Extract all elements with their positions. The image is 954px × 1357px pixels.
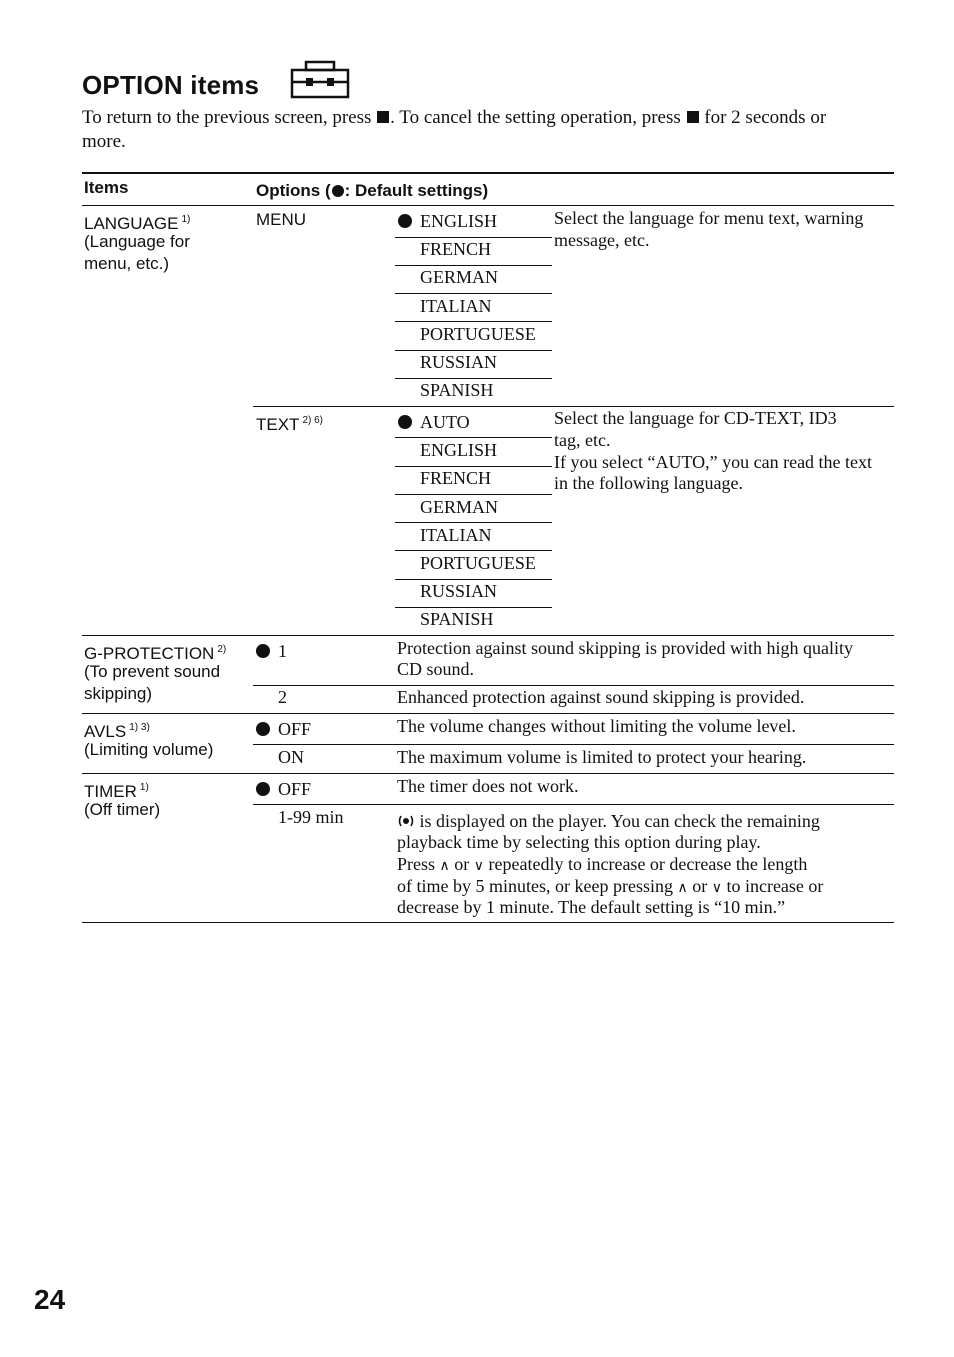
row-divider bbox=[395, 550, 552, 551]
text-desc-1: Select the language for CD-TEXT, ID3 bbox=[554, 408, 837, 428]
up-arrow-icon: ∧ bbox=[439, 858, 450, 874]
row-divider bbox=[253, 406, 894, 407]
item-avls: AVLS $^{1) 3)}$ bbox=[84, 722, 150, 741]
default-dot-icon bbox=[256, 782, 270, 796]
intro-part4: more. bbox=[82, 131, 126, 152]
menu-lang-russian: RUSSIAN bbox=[420, 352, 498, 372]
section-rule bbox=[82, 773, 894, 774]
text-lang-russian: RUSSIAN bbox=[420, 581, 498, 601]
row-divider bbox=[395, 522, 552, 523]
toolbox-icon bbox=[290, 60, 350, 100]
text-lang-french: FRENCH bbox=[420, 468, 492, 488]
item-language-desc-1: (Language for bbox=[84, 232, 190, 251]
menu-lang-english: ENGLISH bbox=[420, 211, 497, 231]
avls-option-off: OFF bbox=[278, 719, 312, 739]
row-divider bbox=[253, 685, 894, 686]
intro-part1: To return to the previous screen, press bbox=[82, 107, 372, 128]
default-dot-icon bbox=[398, 415, 412, 429]
text-lang-italian: ITALIAN bbox=[420, 525, 492, 545]
row-divider bbox=[395, 579, 552, 580]
item-timer: TIMER $^{1)}$ bbox=[84, 782, 149, 801]
item-language: LANGUAGE $^{1)}$ bbox=[84, 214, 191, 233]
text-desc-2: tag, etc. bbox=[554, 430, 611, 450]
row-divider bbox=[395, 466, 552, 467]
timer-min-desc-1: is displayed on the player. You can check the remaining bbox=[397, 811, 820, 832]
stop-square-icon bbox=[687, 111, 699, 123]
menu-lang-portuguese: PORTUGUESE bbox=[420, 324, 536, 344]
page-title: OPTION items bbox=[82, 70, 260, 100]
row-divider bbox=[395, 265, 552, 266]
default-dot-icon bbox=[398, 214, 412, 228]
row-divider bbox=[395, 237, 552, 238]
row-divider bbox=[395, 437, 552, 438]
timer-min-desc-2: playback time by selecting this option during play. bbox=[397, 832, 761, 852]
row-divider bbox=[395, 494, 552, 495]
gprot-option-1: 1 bbox=[278, 641, 287, 661]
row-divider bbox=[395, 321, 552, 322]
default-dot-icon bbox=[256, 722, 270, 736]
down-arrow-icon: ∨ bbox=[473, 858, 485, 874]
header-options: Options ( : Default settings) bbox=[256, 181, 489, 200]
item-avls-desc: (Limiting volume) bbox=[84, 740, 214, 759]
table-top-rule bbox=[82, 172, 894, 174]
gprot-option-1-desc-1: Protection against sound skipping is provided with high quality bbox=[397, 638, 853, 658]
menu-lang-spanish: SPANISH bbox=[420, 380, 494, 400]
menu-lang-french: FRENCH bbox=[420, 239, 492, 259]
intro-part2: . To cancel the setting operation, press bbox=[390, 107, 681, 128]
header-items: Items bbox=[84, 178, 129, 197]
option-menu: MENU bbox=[256, 210, 307, 229]
menu-desc-1: Select the language for menu text, warning bbox=[554, 208, 864, 228]
item-language-desc-2: menu, etc.) bbox=[84, 254, 170, 273]
page-number: 24 bbox=[34, 1284, 66, 1315]
intro-text bbox=[82, 106, 902, 154]
row-divider bbox=[395, 350, 552, 351]
text-lang-english: ENGLISH bbox=[420, 440, 497, 460]
text-lang-german: GERMAN bbox=[420, 497, 499, 517]
avls-option-off-desc: The volume changes without limiting the volume level. bbox=[397, 716, 796, 736]
section-rule bbox=[82, 635, 894, 636]
item-gprotection: G-PROTECTION $^{2)}$ bbox=[84, 644, 227, 663]
timer-min-desc-5: decrease by 1 minute. The default setting is “10 min.” bbox=[397, 897, 786, 917]
intro-part3: for 2 seconds or bbox=[704, 107, 827, 128]
down-arrow-icon: ∨ bbox=[711, 880, 722, 896]
text-desc-3: If you select “AUTO,” you can read the text bbox=[554, 452, 873, 472]
up-arrow-icon: ∧ bbox=[677, 880, 688, 896]
row-divider bbox=[253, 744, 894, 745]
gprot-option-1-desc-2: CD sound. bbox=[397, 659, 475, 679]
gprot-option-2-desc: Enhanced protection against sound skipping is provided. bbox=[397, 687, 805, 707]
timer-min-desc-4: of time by 5 minutes, or keep pressing ∧ or ∨ to increase or bbox=[397, 876, 824, 896]
default-dot-icon bbox=[256, 644, 270, 658]
timer-option-off: OFF bbox=[278, 779, 312, 799]
table-bottom-rule bbox=[82, 922, 894, 923]
option-text: TEXT $^{2) 6)}$ bbox=[256, 415, 324, 434]
default-dot-icon bbox=[332, 185, 344, 197]
item-gprotection-desc-2: skipping) bbox=[84, 684, 153, 703]
avls-option-on-desc: The maximum volume is limited to protect your hearing. bbox=[397, 747, 807, 767]
header-rule bbox=[82, 205, 894, 206]
row-divider bbox=[395, 607, 552, 608]
row-divider bbox=[395, 378, 552, 379]
row-divider bbox=[253, 804, 894, 805]
menu-lang-italian: ITALIAN bbox=[420, 296, 492, 316]
avls-option-on: ON bbox=[278, 747, 304, 767]
text-lang-portuguese: PORTUGUESE bbox=[420, 553, 536, 573]
timer-option-min: 1-99 min bbox=[278, 807, 344, 827]
stop-square-icon bbox=[377, 111, 389, 123]
menu-lang-german: GERMAN bbox=[420, 267, 499, 287]
section-rule bbox=[82, 713, 894, 714]
timer-indicator-icon bbox=[397, 814, 415, 828]
timer-option-off-desc: The timer does not work. bbox=[397, 776, 579, 796]
menu-desc-2: message, etc. bbox=[554, 230, 650, 250]
text-desc-4: in the following language. bbox=[554, 473, 743, 493]
item-timer-desc: (Off timer) bbox=[84, 800, 161, 819]
gprot-option-2: 2 bbox=[278, 687, 287, 707]
item-gprotection-desc-1: (To prevent sound bbox=[84, 662, 221, 681]
text-lang-auto: AUTO bbox=[420, 412, 470, 432]
text-lang-spanish: SPANISH bbox=[420, 609, 494, 629]
row-divider bbox=[395, 293, 552, 294]
timer-min-desc-3: Press ∧ or ∨ repeatedly to increase or decrease the length bbox=[397, 854, 808, 874]
